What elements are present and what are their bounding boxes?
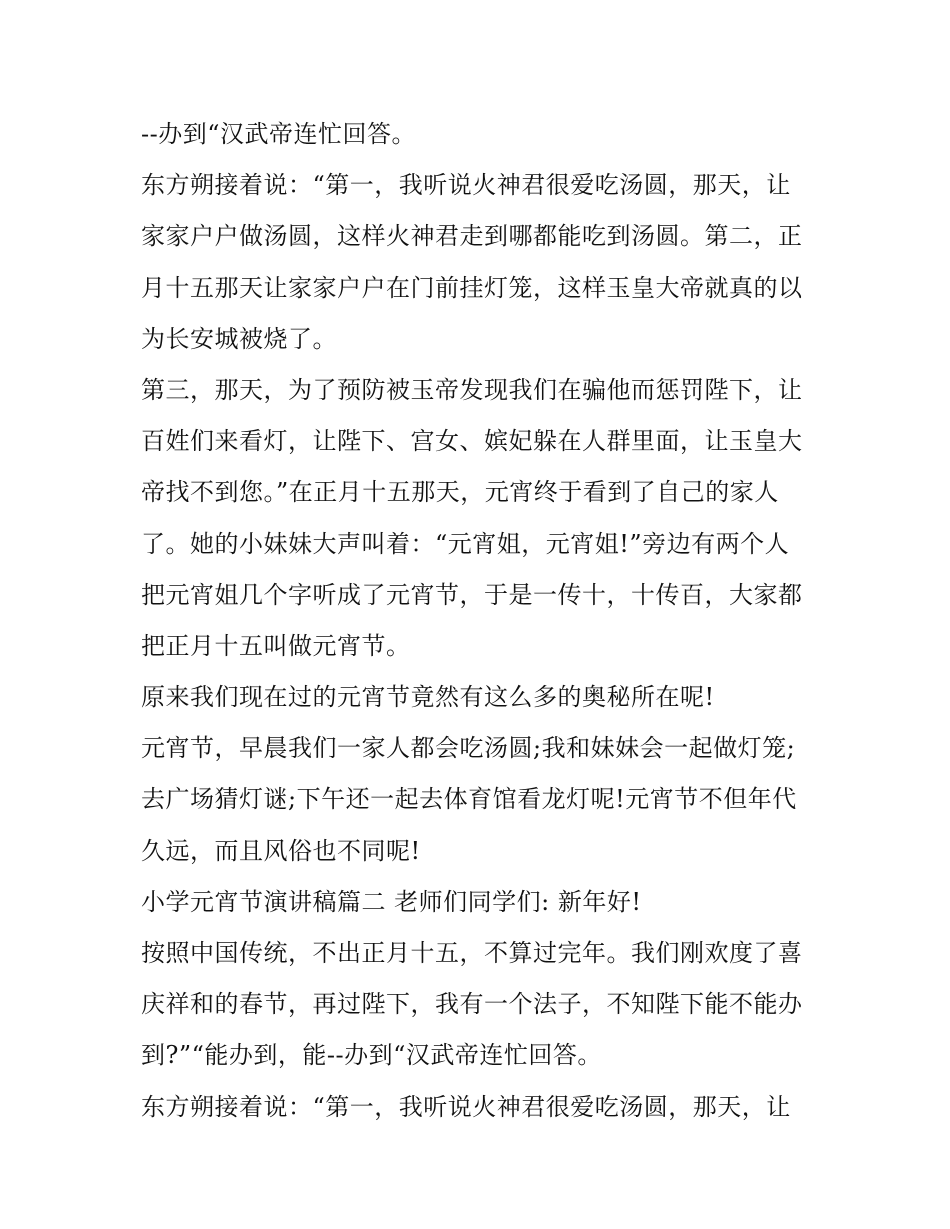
text-line: 按照中国传统，不出正月十五，不算过完年。我们刚欢度了喜 — [141, 939, 803, 967]
text-line: 为长安城被烧了。 — [141, 324, 337, 353]
text-line: 到?”“能办到，能--办到“汉武帝连忙回答。 — [141, 1041, 602, 1070]
text-line: 原来我们现在过的元宵节竟然有这么多的奥秘所在呢! — [141, 683, 715, 712]
text-line: 帝找不到您。”在正月十五那天，元宵终于看到了自己的家人 — [141, 478, 779, 507]
text-line: 庆祥和的春节，再过陛下，我有一个法子，不知陛下能不能办 — [141, 990, 803, 1019]
text-line: 把元宵姐几个字听成了元宵节，于是一传十，十传百，大家都 — [141, 580, 803, 609]
text-line: 把正月十五叫做元宵节。 — [141, 631, 411, 660]
text-line: 月十五那天让家家户户在门前挂灯笼，这样玉皇大帝就真的以 — [141, 273, 803, 302]
text-line: 百姓们来看灯，让陛下、宫女、嫔妃躲在人群里面，让玉皇大 — [141, 427, 803, 456]
document-body — [141, 109, 821, 1133]
text-line: 东方朔接着说：“第一，我听说火神君很爱吃汤圆，那天，让 — [141, 171, 791, 200]
text-line: 元宵节，早晨我们一家人都会吃汤圆;我和妹妹会一起做灯笼; — [141, 734, 796, 763]
text-line: 去广场猜灯谜;下午还一起去体育馆看龙灯呢!元宵节不但年代 — [141, 785, 797, 814]
text-line: 了。她的小妹妹大声叫着：“元宵姐，元宵姐!”旁边有两个人 — [141, 529, 790, 558]
section-heading-line: 小学元宵节演讲稿篇二 老师们同学们: 新年好! — [141, 887, 642, 916]
text-line: 久远，而且风俗也不同呢! — [141, 836, 421, 865]
text-line: 第三，那天，为了预防被玉帝发现我们在骗他而惩罚陛下，让 — [141, 375, 803, 404]
text-line: 东方朔接着说：“第一，我听说火神君很爱吃汤圆，那天，让 — [141, 1092, 791, 1121]
text-line: 家家户户做汤圆，这样火神君走到哪都能吃到汤圆。第二，正 — [141, 222, 803, 251]
text-line: --办到“汉武帝连忙回答。 — [141, 120, 416, 148]
